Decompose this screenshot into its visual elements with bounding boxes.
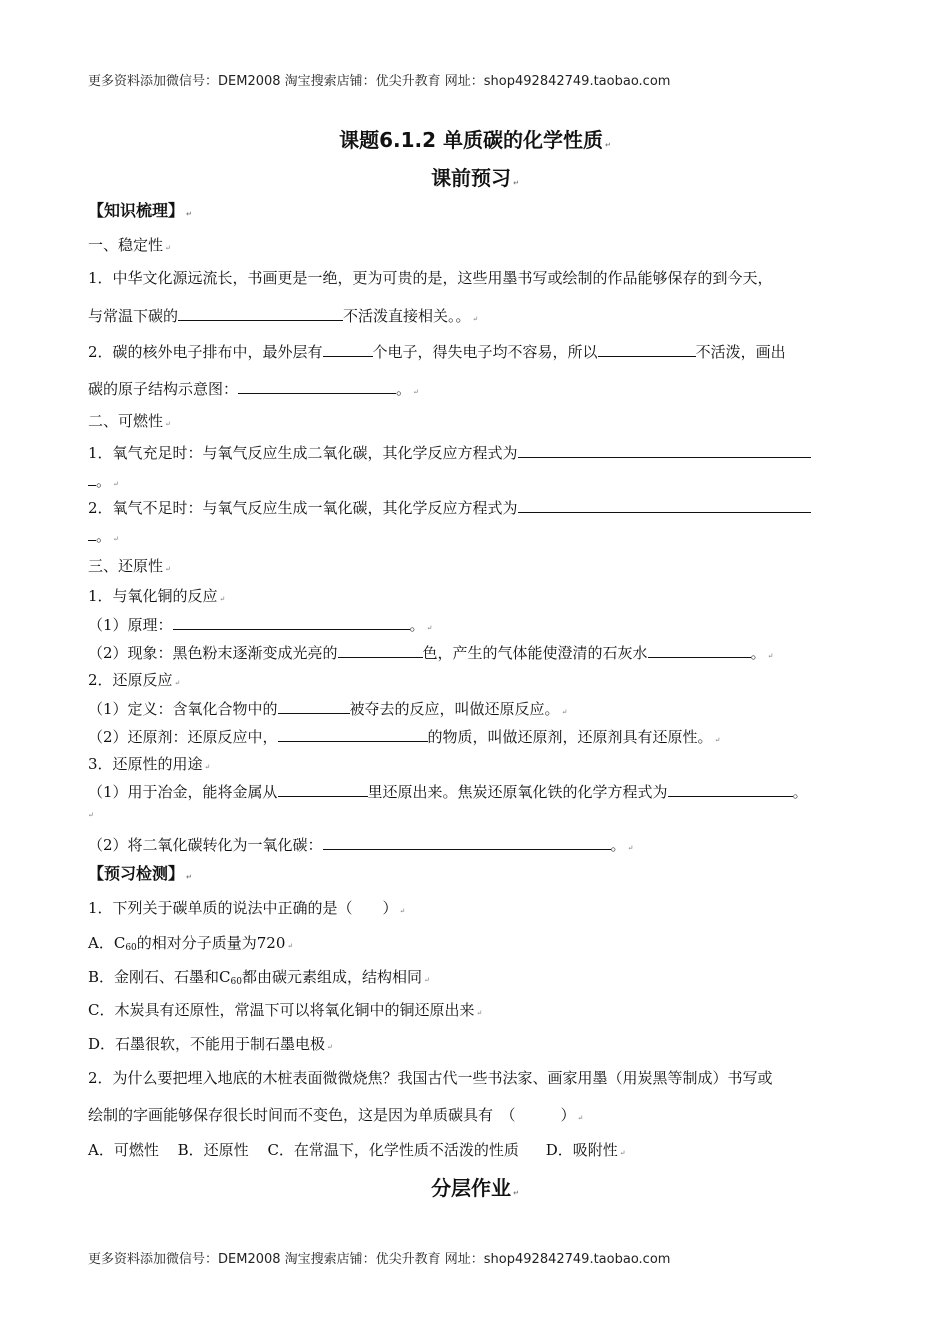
- k1-item1-line2: 与常温下碳的 不活泼直接相关。。 ↵: [88, 307, 479, 325]
- q1-stem: 1．下列关于碳单质的说法中正确的是（ ） ↵: [88, 899, 406, 917]
- q1-option-d[interactable]: D．石墨很软，不能用于制石墨电极 ↵: [88, 1035, 333, 1053]
- section-knowledge: 【知识梳理】 ↵: [88, 201, 192, 220]
- k3-item1-principle: （1）原理： 。 ↵: [88, 616, 433, 634]
- k1-item2-line1: 2．碳的核外电子排布中，最外层有 个电子，得失电子均不容易，所以 不活泼，画出: [88, 343, 786, 361]
- answer-blank[interactable]: [668, 781, 793, 797]
- q2-option-b[interactable]: B．还原性: [177, 1141, 249, 1159]
- q2-stem-line2: 绘制的字画能够保存很长时间而不变色，这是因为单质碳具有 （ ） ↵: [88, 1106, 584, 1124]
- page-footer: 更多资料添加微信号：DEM2008 淘宝搜索店铺：优尖升教育 网址：shop492842749.taobao.com: [88, 1252, 671, 1267]
- answer-blank[interactable]: [518, 442, 811, 458]
- k3-item1: 1．与氧化铜的反应 ↵: [88, 587, 226, 605]
- answer-blank[interactable]: [88, 525, 96, 541]
- k3-item3: 3．还原性的用途 ↵: [88, 755, 211, 773]
- answer-blank[interactable]: [173, 614, 410, 630]
- k3-heading: 三、还原性 ↵: [88, 557, 171, 575]
- k1-item1-line1: 1．中华文化源远流长，书画更是一绝，更为可贵的是，这些用墨书写或绘制的作品能够保存的到今天，: [88, 269, 773, 287]
- answer-blank[interactable]: [598, 341, 696, 357]
- answer-blank[interactable]: [518, 497, 811, 513]
- k3-item2: 2．还原反应 ↵: [88, 671, 181, 689]
- answer-blank[interactable]: [278, 781, 368, 797]
- q1-option-a[interactable]: A．$C_{60}$的相对分子质量为720 ↵: [88, 934, 294, 953]
- answer-blank[interactable]: [338, 642, 423, 658]
- k3-item3-co2: （2）将二氧化碳转化为一氧化碳： 。 ↵: [88, 836, 634, 854]
- k3-item1-phenomenon: （2）现象：黑色粉末逐渐变成光亮的 色，产生的气体能使澄清的石灰水 。 ↵: [88, 644, 774, 662]
- answer-blank[interactable]: [278, 726, 428, 742]
- q2-option-c[interactable]: C．在常温下，化学性质不活泼的性质: [267, 1141, 519, 1159]
- q2-option-a[interactable]: A．可燃性: [88, 1141, 159, 1159]
- answer-blank[interactable]: [323, 834, 611, 850]
- k3-item3-metallurgy: （1）用于冶金，能将金属从 里还原出来。焦炭还原氧化铁的化学方程式为 。: [88, 783, 808, 801]
- q2-option-d[interactable]: D．吸附性: [545, 1141, 618, 1159]
- answer-blank[interactable]: [323, 341, 373, 357]
- q1-option-b[interactable]: B．金刚石、石墨和$C_{60}$都由碳元素组成，结构相同 ↵: [88, 968, 430, 987]
- answer-blank[interactable]: [88, 470, 96, 486]
- q2-stem-line1: 2．为什么要把埋入地底的木桩表面微微烧焦？我国古代一些书法家、画家用墨（用炭黑等制成）书写或: [88, 1069, 773, 1087]
- page-header: 更多资料添加微信号：DEM2008 淘宝搜索店铺：优尖升教育 网址：shop492842749.taobao.com: [88, 74, 671, 89]
- answer-blank[interactable]: [178, 305, 343, 321]
- paragraph-mark: ↵: [88, 811, 94, 819]
- k2-item1-tail: 。 ↵: [88, 470, 119, 494]
- section-homework: 分层作业 ↵: [431, 1176, 519, 1200]
- q2-options: A．可燃性 B．还原性 C．在常温下，化学性质不活泼的性质 D．吸附性 ↵: [88, 1141, 626, 1159]
- subtitle-preview: 课前预习 ↵: [431, 166, 519, 190]
- answer-blank[interactable]: [278, 698, 350, 714]
- k2-item2-tail: 。 ↵: [88, 525, 119, 549]
- k3-item2-reducer: （2）还原剂：还原反应中， 的物质，叫做还原剂，还原剂具有还原性。 ↵: [88, 728, 721, 746]
- k2-item1: 1．氧气充足时：与氧气反应生成二氧化碳，其化学反应方程式为: [88, 442, 811, 463]
- answer-blank[interactable]: [648, 642, 751, 658]
- k2-heading: 二、可燃性 ↵: [88, 412, 171, 430]
- k1-heading: 一、稳定性 ↵: [88, 236, 171, 254]
- section-check: 【预习检测】 ↵: [88, 864, 192, 883]
- k1-item2-line2: 碳的原子结构示意图： 。 ↵: [88, 380, 419, 398]
- answer-blank[interactable]: [238, 378, 396, 394]
- page-title: 课题6.1.2 单质碳的化学性质 ↵: [339, 128, 611, 152]
- q1-option-c[interactable]: C．木炭具有还原性，常温下可以将氧化铜中的铜还原出来 ↵: [88, 1001, 483, 1019]
- k2-item2: 2．氧气不足时：与氧气反应生成一氧化碳，其化学反应方程式为: [88, 497, 811, 518]
- k3-item2-definition: （1）定义：含氧化合物中的 被夺去的反应，叫做还原反应。 ↵: [88, 700, 568, 718]
